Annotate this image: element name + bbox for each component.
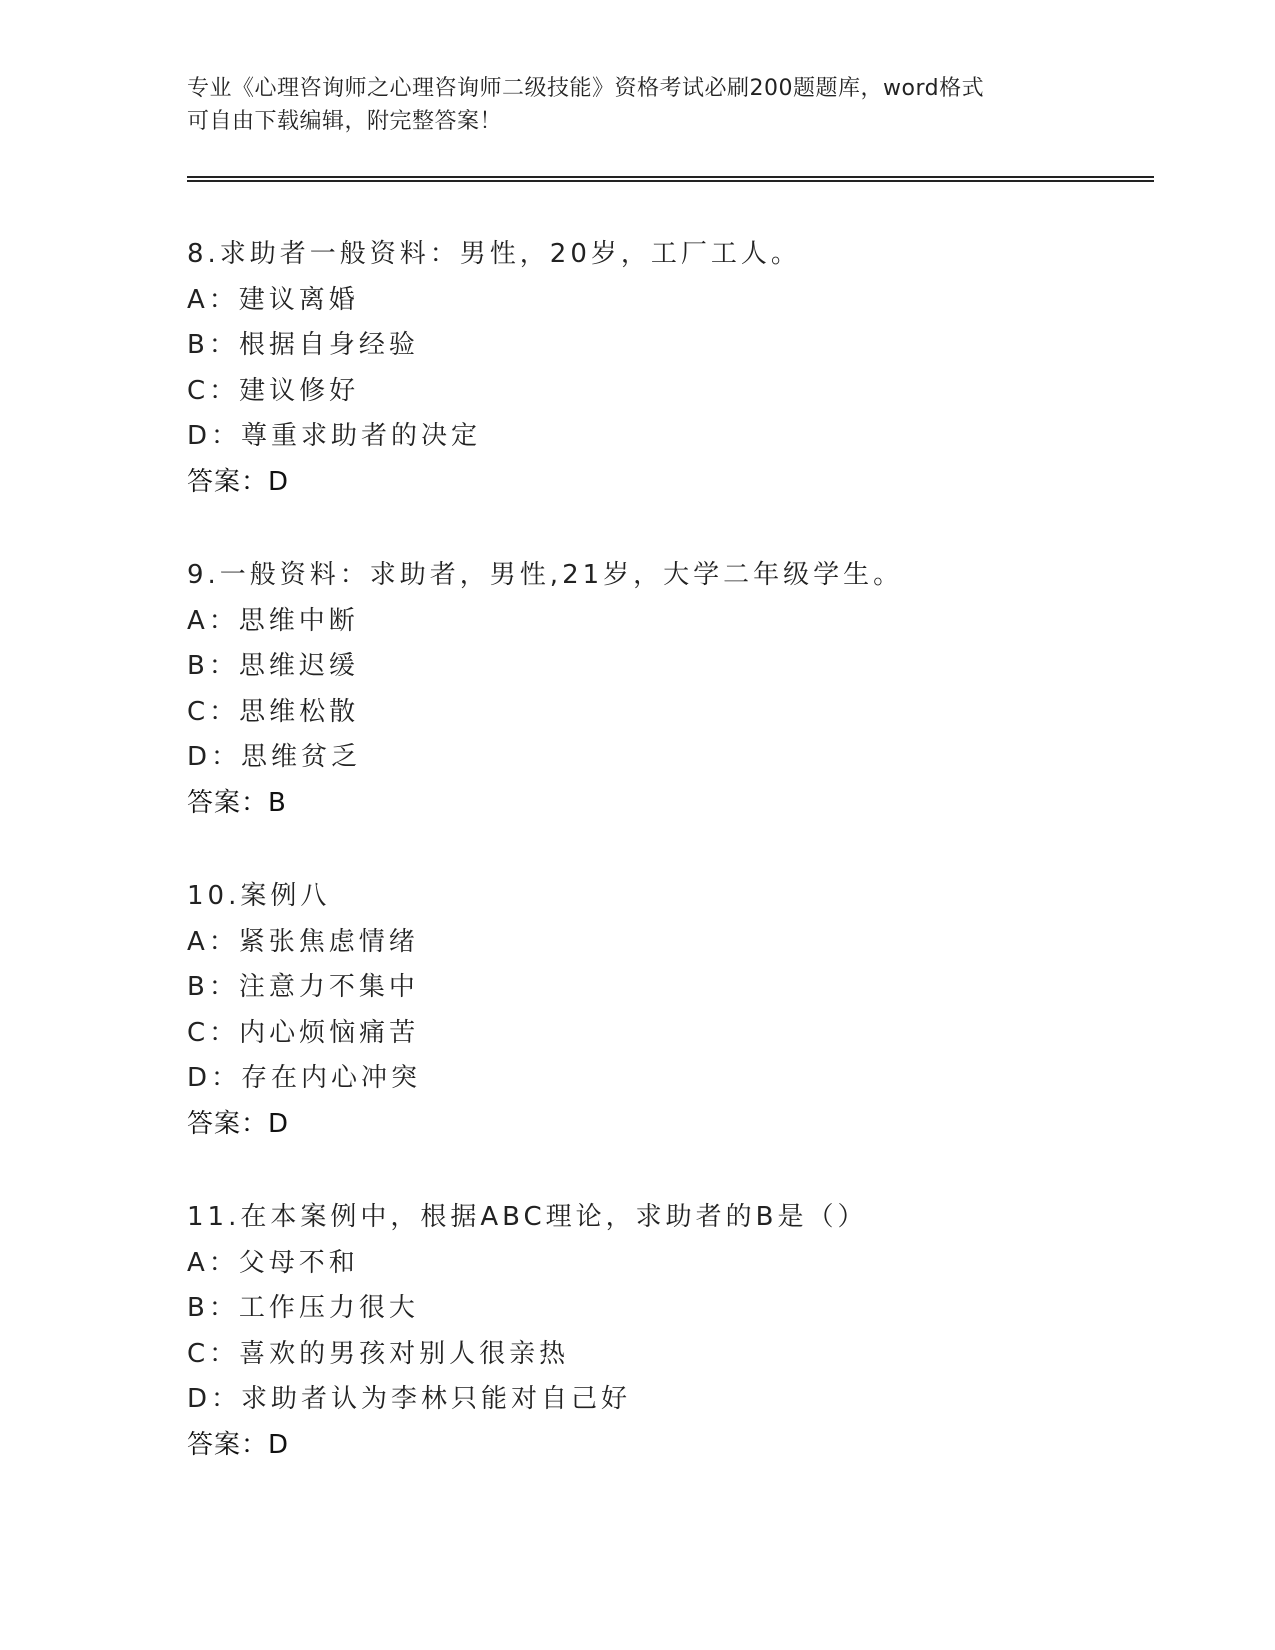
option-a: A：建议离婚 (187, 284, 359, 315)
option-c: C：思维松散 (187, 696, 360, 727)
question-stem: 10.案例八 (187, 881, 331, 911)
question-stem: 9.一般资料：求助者，男性,21岁，大学二年级学生。 (187, 560, 904, 590)
question-8 (187, 232, 1147, 505)
option-b: B：工作压力很大 (187, 1293, 419, 1323)
option-d: D：尊重求助者的决定 (187, 421, 482, 451)
option-c: C：喜欢的男孩对别人很亲热 (187, 1338, 570, 1369)
option-c: C：内心烦恼痛苦 (187, 1017, 420, 1048)
answer-label: 答案： (187, 1429, 269, 1460)
answer-value: D (268, 466, 289, 497)
answer-label: 答案： (187, 787, 269, 818)
question-9 (187, 553, 1147, 826)
answer-label: 答案： (187, 466, 269, 497)
answer-line (187, 781, 1147, 827)
option-c: C：建议修好 (187, 375, 360, 406)
option-a: A：紧张焦虑情绪 (187, 926, 419, 957)
option-a: A：思维中断 (187, 605, 359, 636)
document-header (187, 72, 1087, 138)
option-b: B：思维迟缓 (187, 651, 359, 681)
answer-line (187, 1102, 1147, 1148)
option-d: D：思维贫乏 (187, 742, 362, 772)
answer-line (187, 1423, 1147, 1469)
option-a: A：父母不和 (187, 1247, 359, 1278)
header-title-line-1: 专业《心理咨询师之心理咨询师二级技能》资格考试必刷200题题库，word格式 (187, 76, 985, 101)
answer-value: D (268, 1429, 289, 1460)
answer-value: D (268, 1108, 289, 1139)
question-11 (187, 1195, 1147, 1468)
question-list (187, 232, 1147, 1516)
header-title-line-2: 可自由下载编辑，附完整答案！ (187, 109, 503, 134)
option-b: B：注意力不集中 (187, 972, 419, 1002)
header-double-rule (187, 176, 1154, 182)
answer-value: B (268, 787, 286, 818)
question-stem: 11.在本案例中，根据ABC理论，求助者的B是（） (187, 1202, 868, 1232)
answer-line (187, 460, 1147, 506)
option-d: D：存在内心冲突 (187, 1063, 422, 1093)
option-b: B：根据自身经验 (187, 330, 419, 360)
answer-label: 答案： (187, 1108, 269, 1139)
option-d: D：求助者认为李林只能对自己好 (187, 1384, 632, 1414)
question-stem: 8.求助者一般资料：男性，20岁，工厂工人。 (187, 239, 801, 269)
question-10 (187, 874, 1147, 1147)
